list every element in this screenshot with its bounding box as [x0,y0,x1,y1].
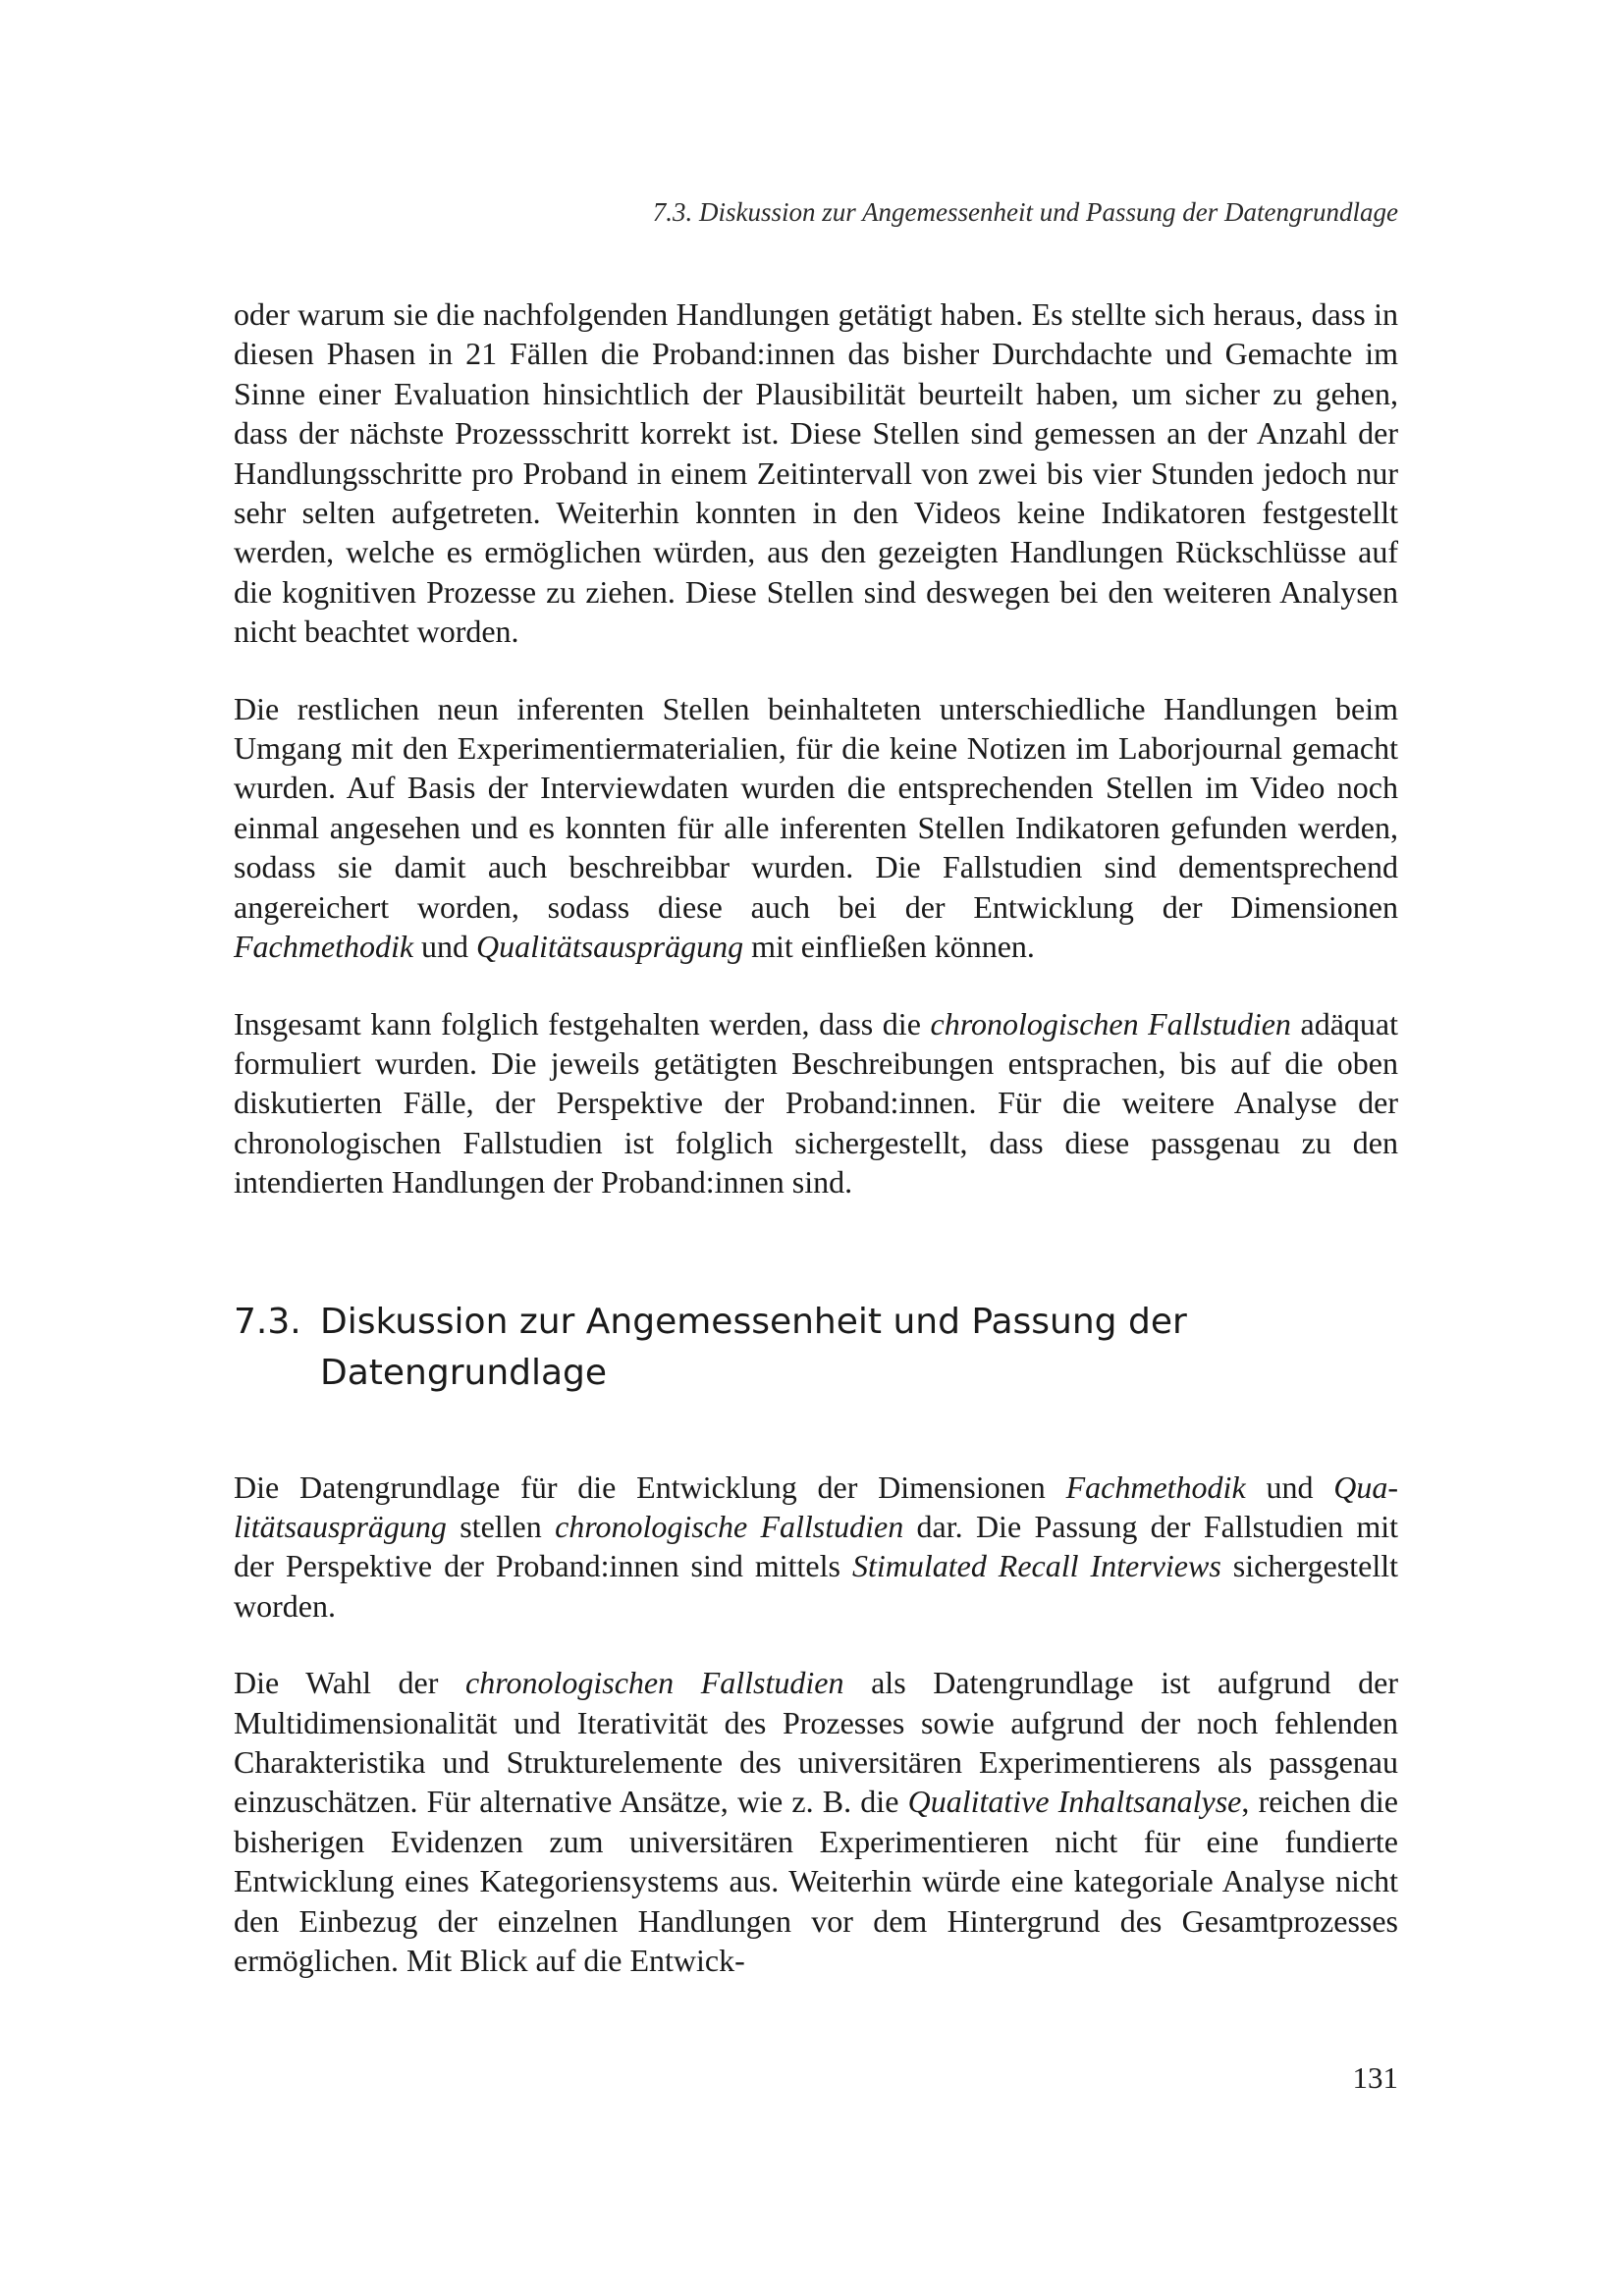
paragraph-2-text-2: und [413,929,477,965]
paragraph-4-text-3: stellen [446,1508,556,1544]
paragraph-4-emphasis-qualitaetsauspraegung: Qualitätsausprägung [234,1468,1399,1544]
paragraph-4-emphasis-stimulated-recall: Stimulated Recall Interviews [851,1548,1221,1584]
section-number: 7.3. [234,1301,301,1342]
running-header: 7.3. Diskussion zur Angemessenheit und Passung der Datengrundlage [652,197,1398,227]
section-heading [234,1297,1398,1399]
paragraph-2-emphasis-qualitaetsauspraegung: Qualitätsausprägung [476,929,744,965]
paragraph-5 [234,1663,1398,1980]
paragraph-3-text-1: Insgesamt kann folglich festgehalten werden, dass die [234,1005,931,1041]
paragraph-5-text-3: , reichen die bisherigen Evidenzen zum universitären Experimentieren nicht für eine fundierte Entwicklung eines Kategoriensystems aus. Weiterhin würde eine kategoriale Analyse nicht den Einbezug der einzelnen Handlungen vor dem Hintergrund des Gesamtprozesses ermöglichen. Mit Blick auf die Entwick- [234,1784,1398,1978]
paragraph-4-emphasis-fachmethodik: Fachmethodik [1065,1468,1246,1505]
paragraph-3 [234,1004,1398,1202]
paragraph-3-emphasis-fallstudien: chronologischen Fallstudien [930,1005,1291,1041]
paragraph-2-text-3: mit einfließen können. [743,929,1035,965]
paragraph-5-text-2: als Datengrundlage ist aufgrund der Multidimensionalität und Iterativität des Prozesses sowie aufgrund der noch fehlenden Charakteristika und Strukturelemente des universitären Experimentierens als passgenau einzuschätzen. Für alternative Ansätze, wie z. B. die [234,1665,1399,1820]
paragraph-2 [234,689,1398,967]
paragraph-4-text-5: sichergestellt worden. [234,1548,1399,1624]
page-content [234,294,1398,1980]
section-title: Diskussion zur Angemessenheit und Passung der Datengrundlage [320,1301,1187,1393]
paragraph-3-text-2: adäquat formuliert wurden. Die jeweils getätigten Beschreibungen entsprachen, bis auf die oben diskutierten Fälle, der Perspektive der Proband:innen. Für die weitere Analyse der chronologischen Fallstudien ist folglich sichergestellt, dass diese passgenau zu den intendierten Handlungen der Proband:innen sind. [234,1005,1399,1201]
paragraph-4-emphasis-fallstudien: chronologische Fallstudien [555,1508,904,1544]
paragraph-4 [234,1468,1398,1627]
paragraph-4-text-4: dar. Die Passung der Fallstudien mit der Perspektive der Proband:innen sind mittels [234,1508,1399,1584]
paragraph-2-text-1: Die restlichen neun inferenten Stellen beinhalteten unterschiedliche Handlungen beim Umgang mit den Experimentiermaterialien, für die keine Notizen im Laborjournal gemacht wurden. Auf Basis der Interviewdaten wurden die entsprechenden Stellen im Video noch einmal angesehen und es konnten für alle inferenten Stellen Indikatoren gefunden werden, sodass sie damit auch beschreibbar wurden. Die Fallstudien sind dementsprechend angereichert worden, sodass diese auch bei der Entwicklung der Dimensionen [234,690,1398,925]
paragraph-4-text-1: Die Datengrundlage für die Entwicklung der Dimensionen [234,1468,1066,1505]
page-number: 131 [1352,2060,1398,2095]
paragraph-5-emphasis-fallstudien: chronologischen Fallstudien [465,1665,844,1701]
paragraph-5-text-1: Die Wahl der [234,1665,466,1701]
paragraph-4-text-2: und [1245,1468,1334,1505]
paragraph-1: oder warum sie die nachfolgenden Handlungen getätigt haben. Es stellte sich heraus, dass in diesen Phasen in 21 Fällen die Proband:innen das bisher Durchdachte und Gemachte im Sinne einer Evaluation hinsichtlich der Plausibilität beurteilt haben, um sicher zu gehen, dass der nächste Prozessschritt korrekt ist. Diese Stellen sind gemessen an der Anzahl der Handlungsschritte pro Proband in einem Zeitintervall von zwei bis vier Stunden jedoch nur sehr selten aufgetreten. Weiterhin konnten in den Videos keine Indikatoren festgestellt werden, welche es ermöglichen würden, aus den gezeigten Handlungen Rückschlüsse auf die kognitiven Prozesse zu ziehen. Diese Stellen sind deswegen bei den weiteren Analysen nicht beachtet worden. [234,296,1398,650]
paragraph-5-emphasis-inhaltsanalyse: Qualitative Inhaltsanalyse [907,1784,1242,1820]
paragraph-2-emphasis-fachmethodik: Fachmethodik [234,929,414,965]
